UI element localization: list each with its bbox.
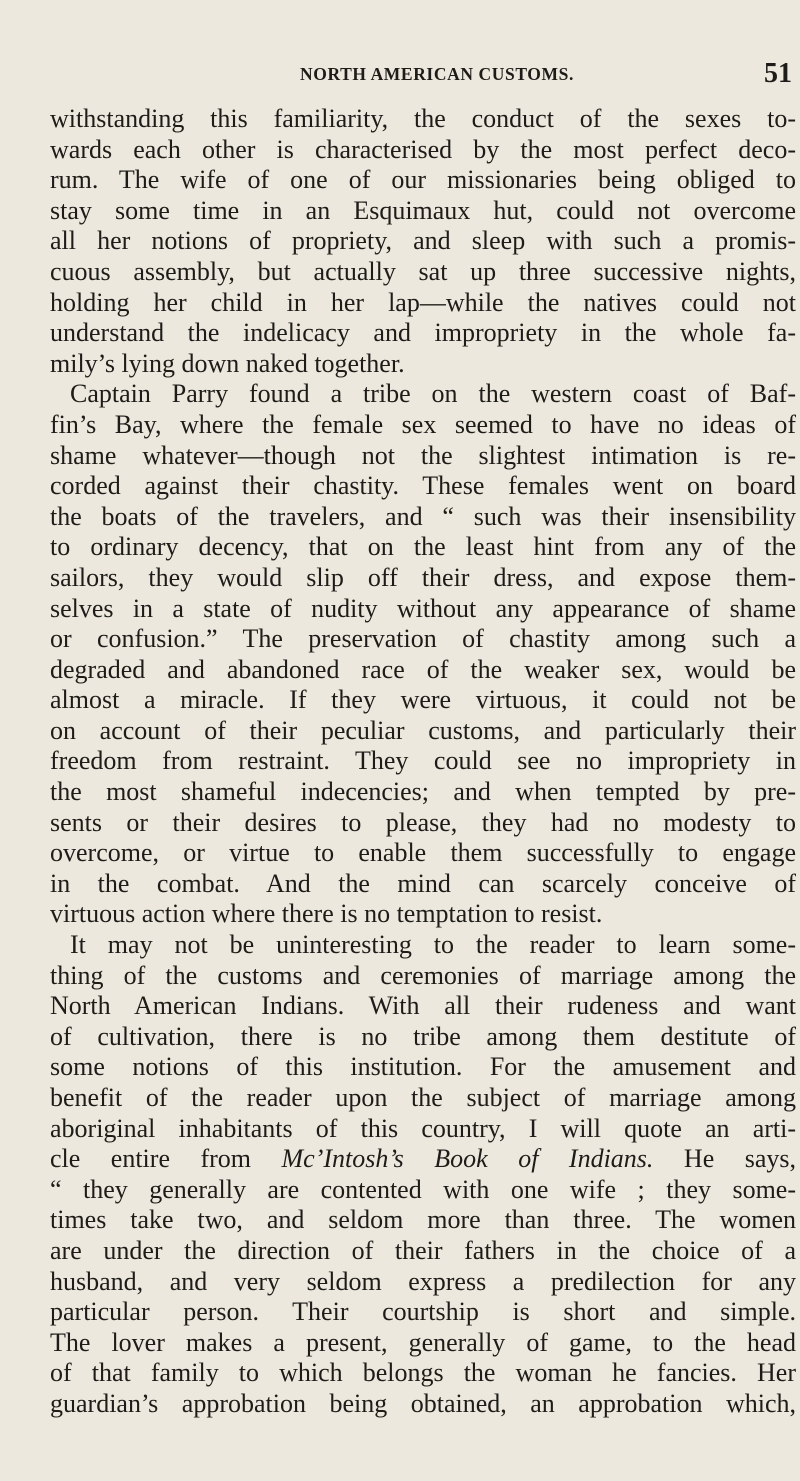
- page-header: [300, 58, 792, 94]
- body-text: [50, 104, 796, 1420]
- text-line: to ordinary decency, that on the least hint from any of the: [50, 532, 796, 562]
- text-line: times take two, and seldom more than three. The women: [50, 1205, 796, 1235]
- text-line: corded against their chastity. These females went on board: [50, 471, 796, 501]
- text-line: the boats of the travelers, and “ such was their insensibility: [50, 501, 796, 531]
- text-line: mily’s lying down naked together.: [50, 348, 405, 378]
- text-line: on account of their peculiar customs, and particularly their: [50, 715, 796, 745]
- text-line: freedom from restraint. They could see no impropriety in: [50, 746, 796, 776]
- text-line: degraded and abandoned race of the weaker sex, would be: [50, 654, 796, 684]
- text-line: are under the direction of their fathers in the choice of a: [50, 1235, 796, 1265]
- text-line: guardian’s approbation being obtained, an approbation which,: [50, 1388, 796, 1418]
- text-line: aboriginal inhabitants of this country, I will quote an arti-: [50, 1113, 796, 1143]
- text-line: of that family to which belongs the woman he fancies. Her: [50, 1358, 796, 1388]
- text-line: benefit of the reader upon the subject of marriage among: [50, 1083, 796, 1112]
- text-line: the most shameful indecencies; and when tempted by pre-: [50, 777, 796, 807]
- text-line: sailors, they would slip off their dress, and expose them-: [50, 562, 796, 592]
- text-segment: He says,: [653, 1144, 796, 1174]
- text-line: Captain Parry found a tribe on the western coast of Baf-: [70, 379, 796, 409]
- text-line: rum. The wife of one of our missionaries being obliged to: [50, 165, 796, 195]
- text-line: sents or their desires to please, they had no modesty to: [50, 807, 796, 837]
- text-line: of cultivation, there is no tribe among them destitute of: [50, 1021, 796, 1051]
- page-number: 51: [764, 58, 792, 89]
- text-line: overcome, or virtue to enable them successfully to engage: [50, 838, 796, 868]
- book-title: Mc’Intosh’s Book of Indians.: [281, 1144, 654, 1174]
- text-line: It may not be uninteresting to the reader to learn some-: [70, 930, 796, 960]
- text-line: almost a miracle. If they were virtuous, it could not be: [50, 685, 796, 715]
- text-line: particular person. Their courtship is short and simple.: [50, 1297, 796, 1327]
- text-line: husband, and very seldom express a predilection for any: [50, 1266, 796, 1296]
- text-line: some notions of this institution. For the amusement and: [50, 1052, 796, 1082]
- text-line: North American Indians. With all their rudeness and want: [50, 991, 796, 1021]
- text-segment: cle entire from: [50, 1144, 282, 1174]
- text-line: wards each other is characterised by the most perfect deco-: [50, 134, 796, 164]
- text-line: The lover makes a present, generally of game, to the head: [50, 1327, 796, 1357]
- text-line: thing of the customs and ceremonies of marriage among the: [50, 960, 796, 990]
- text-line: all her notions of propriety, and sleep with such a promis-: [50, 226, 796, 256]
- text-line: in the combat. And the mind can scarcely conceive of: [50, 868, 796, 898]
- text-line: fin’s Bay, where the female sex seemed to have no ideas of: [50, 409, 796, 439]
- text-line: stay some time in an Esquimaux hut, could not overcome: [50, 195, 796, 225]
- text-line: withstanding this familiarity, the conduct of the sexes to-: [50, 104, 796, 133]
- text-line: selves in a state of nudity without any appearance of shame: [50, 593, 796, 623]
- text-line: “ they generally are contented with one wife ; they some-: [50, 1174, 796, 1204]
- text-line: shame whatever—though not the slightest intimation is re-: [50, 440, 796, 470]
- text-line: cuous assembly, but actually sat up three successive nights,: [50, 256, 796, 286]
- text-line: virtuous action where there is no temptation to resist.: [50, 899, 603, 929]
- running-head: NORTH AMERICAN CUSTOMS.: [300, 64, 574, 84]
- text-line: [50, 1144, 796, 1175]
- text-line: holding her child in her lap—while the natives could not: [50, 287, 796, 317]
- text-line: or confusion.” The preservation of chastity among such a: [50, 624, 796, 654]
- text-line: understand the indelicacy and impropriety in the whole fa-: [50, 318, 796, 348]
